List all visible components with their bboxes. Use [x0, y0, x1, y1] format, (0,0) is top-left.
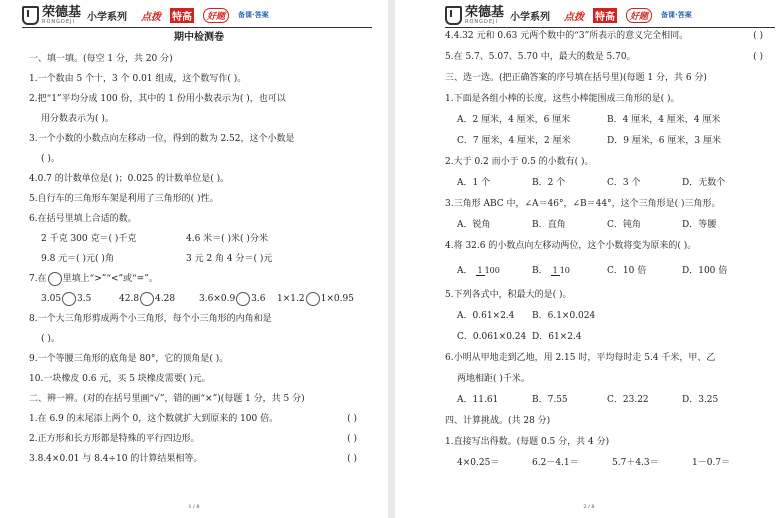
q6-row-2: [29, 249, 369, 269]
q1-options-row: [445, 131, 775, 152]
option-d[interactable]: D．等腰: [682, 220, 717, 230]
answer-paren[interactable]: ( ): [753, 31, 763, 41]
fraction: 1 100: [477, 265, 500, 275]
answer-paren[interactable]: ( ): [347, 434, 357, 444]
fraction: 1 10: [552, 265, 570, 275]
option-a[interactable]: A．0.61×2.4: [457, 311, 515, 321]
option-d[interactable]: D．无数个: [682, 178, 726, 188]
answer-circle-icon[interactable]: [236, 292, 250, 306]
tag-dianbo: 点拨: [141, 11, 162, 23]
series-label: 小学系列: [510, 11, 551, 23]
brand-mark-icon: [445, 6, 462, 25]
option-c[interactable]: C．10 倍: [607, 266, 647, 276]
brand-logo: [22, 6, 81, 25]
page-content: [29, 29, 369, 469]
option-a[interactable]: A．1 个: [457, 178, 491, 188]
judge-item: 3.8.4×0.01 与 8.4÷10 的计算结果相等。 ( ): [29, 449, 369, 469]
q6-row-1: [29, 229, 369, 249]
tag-beike: 备课·答案: [238, 10, 269, 19]
option-a[interactable]: A．2 厘米，4 厘米，6 厘米: [457, 115, 571, 125]
question-line: 8.一个大三角形剪成两个小三角形，每个小三角形的内角和是: [29, 314, 272, 324]
question-line: 6.在括号里填上合适的数。: [29, 214, 137, 224]
question-line: 用分数表示为( )。: [41, 114, 114, 124]
page-number: 1 / 8: [188, 504, 200, 510]
brand-logo: [445, 6, 504, 25]
question-line: 5.下列各式中，积最大的是( )。: [445, 290, 572, 300]
calc-item[interactable]: 4×0.25＝: [457, 458, 500, 468]
calc-item[interactable]: 1－0.7＝: [692, 458, 731, 468]
brand-sub: RONGDEJI: [42, 18, 75, 25]
question-line: 5.自行车的三角形车架是利用了三角形的( )性。: [29, 194, 219, 204]
brand-name: 荣德基: [42, 4, 82, 20]
page-number: 2 / 8: [583, 504, 595, 510]
header-tags: [141, 8, 269, 23]
brand-sub: RONGDEJI: [465, 18, 498, 25]
q2-options-row: [445, 173, 775, 194]
tag-tegao: 特高: [170, 8, 194, 23]
exam-page-2: [395, 0, 783, 518]
brand-name: 荣德基: [465, 4, 505, 20]
q6-item: 4.6 米＝( )米( )分米: [186, 234, 268, 244]
section-2-heading: 二、辨一辨。(对的在括号里画“√”，错的画“×”)(每题 1 分，共 5 分): [29, 394, 305, 404]
q6-item: 9.8 元＝( )元( )角: [41, 254, 114, 264]
exam-page-1: [0, 0, 388, 518]
series-label: 小学系列: [87, 11, 128, 23]
question-line: 7.在 里填上“>”“<”或“=”。: [29, 269, 369, 289]
q7-item: 3.05 3.5: [41, 289, 119, 309]
question-line: 2.把“1”平均分成 100 份，其中的 1 份用小数表示为( )，也可以: [29, 94, 286, 104]
question-line: ( )。: [41, 334, 60, 344]
question-line: 3.一个小数的小数点向左移动一位，得到的数为 2.52，这个小数是: [29, 134, 295, 144]
header-tags: [564, 8, 692, 23]
option-d[interactable]: D．9 厘米，6 厘米，3 厘米: [607, 136, 721, 146]
option-b[interactable]: B．直角: [532, 220, 566, 230]
option-d[interactable]: D．3.25: [682, 395, 719, 405]
q1-options-row: [445, 110, 775, 131]
q5-options-row: [445, 306, 775, 327]
q7-item: 1×1.2 1×0.95: [277, 289, 354, 309]
q4-options-row: [445, 257, 775, 285]
calc-row: [445, 453, 775, 474]
option-d[interactable]: D．61×2.4: [532, 332, 582, 342]
q7-item: 42.8 4.28: [119, 289, 199, 309]
section-3-heading: 三、选一选。(把正确答案的序号填在括号里)(每题 1 分，共 6 分): [445, 73, 707, 83]
option-c[interactable]: C．23.22: [607, 395, 649, 405]
question-line: 1.下面是各组小棒的长度，这些小棒能围成三角形的是( )。: [445, 94, 680, 104]
tag-tegao: 特高: [593, 8, 617, 23]
judge-item: 5.在 5.7、5.07、5.70 中，最大的数是 5.70。 ( ): [445, 47, 775, 68]
judge-item: 1.在 6.9 的末尾添上两个 0，这个数就扩大到原来的 100 倍。 ( ): [29, 409, 369, 429]
answer-circle-icon[interactable]: [62, 292, 76, 306]
calc-item[interactable]: 6.2－4.1＝: [532, 458, 579, 468]
tag-dianbo: 点拨: [564, 11, 585, 23]
q7-items: [29, 289, 369, 309]
header-divider: [22, 27, 372, 28]
q7-item: 3.6×0.9 3.6: [199, 289, 277, 309]
question-line: 4.0.7 的计数单位是( )；0.025 的计数单位是( )。: [29, 174, 230, 184]
tag-haoti: 好题: [626, 8, 652, 23]
question-line: 6.小明从甲地走到乙地，用 2.15 时，平均每时走 5.4 千米，甲、乙: [445, 353, 716, 363]
answer-circle-icon[interactable]: [306, 292, 320, 306]
option-b[interactable]: B． 1 10: [532, 265, 570, 276]
tag-beike: 备课·答案: [661, 10, 692, 19]
q5-options-row: [445, 327, 775, 348]
calc-item[interactable]: 5.7＋4.3＝: [612, 458, 659, 468]
page-gutter: [388, 0, 395, 518]
page-header: [445, 4, 783, 26]
option-c[interactable]: C．钝角: [607, 220, 641, 230]
answer-paren[interactable]: ( ): [753, 52, 763, 62]
tag-haoti: 好题: [203, 8, 229, 23]
section-1-heading: 一、填一填。(每空 1 分，共 20 分): [29, 54, 173, 64]
section-4-heading: 四、计算挑战。(共 28 分): [445, 416, 551, 426]
question-line: 两地相距( )千米。: [457, 374, 530, 384]
option-b[interactable]: B．6.1×0.024: [532, 311, 596, 321]
q6-options-row: [445, 390, 775, 411]
question-line: ( )。: [41, 154, 60, 164]
page-content: [445, 26, 775, 474]
question-line: 1.一个数由 5 个十，3 个 0.01 组成，这个数写作( )。: [29, 74, 247, 84]
option-b[interactable]: B．2 个: [532, 178, 566, 188]
option-c[interactable]: C．0.061×0.24: [457, 332, 527, 342]
judge-item: 2.正方形和长方形都是特殊的平行四边形。 ( ): [29, 429, 369, 449]
question-line: 1.直接写出得数。(每题 0.5 分，共 4 分): [445, 437, 610, 447]
page-title: 期中检测卷: [174, 32, 224, 43]
brand-mark-icon: [22, 6, 39, 25]
option-b[interactable]: B．4 厘米，4 厘米，4 厘米: [607, 115, 721, 125]
answer-paren[interactable]: ( ): [347, 414, 357, 424]
option-d[interactable]: D．100 倍: [682, 266, 728, 276]
question-line: 3.三角形 ABC 中，∠A＝46°，∠B＝44°，这个三角形是( )三角形。: [445, 199, 721, 209]
option-a[interactable]: A． 1 100: [457, 265, 500, 276]
question-line: 10.一块橡皮 0.6 元，买 5 块橡皮需要( )元。: [29, 374, 211, 384]
answer-paren[interactable]: ( ): [347, 454, 357, 464]
option-c[interactable]: C．3 个: [607, 178, 641, 188]
answer-circle-icon[interactable]: [140, 292, 154, 306]
option-a[interactable]: A．锐角: [457, 220, 491, 230]
answer-circle-icon[interactable]: [48, 272, 62, 286]
q6-item: 2 千克 300 克＝( )千克: [41, 234, 137, 244]
question-line: 4.将 32.6 的小数点向左移动两位，这个小数将变为原来的( )。: [445, 241, 697, 251]
q3-options-row: [445, 215, 775, 236]
judge-item: 4.4.32 元和 0.63 元两个数中的“3”所表示的意义完全相同。 ( ): [445, 26, 775, 47]
page-header: [22, 4, 372, 26]
question-line: 2.大于 0.2 而小于 0.5 的小数有( )。: [445, 157, 594, 167]
option-c[interactable]: C．7 厘米，4 厘米，2 厘米: [457, 136, 571, 146]
question-line: 9.一个等腰三角形的底角是 80°，它的顶角是( )。: [29, 354, 229, 364]
option-a[interactable]: A．11.61: [457, 395, 499, 405]
option-b[interactable]: B．7.55: [532, 395, 568, 405]
q6-item: 3 元 2 角 4 分＝( )元: [186, 254, 273, 264]
